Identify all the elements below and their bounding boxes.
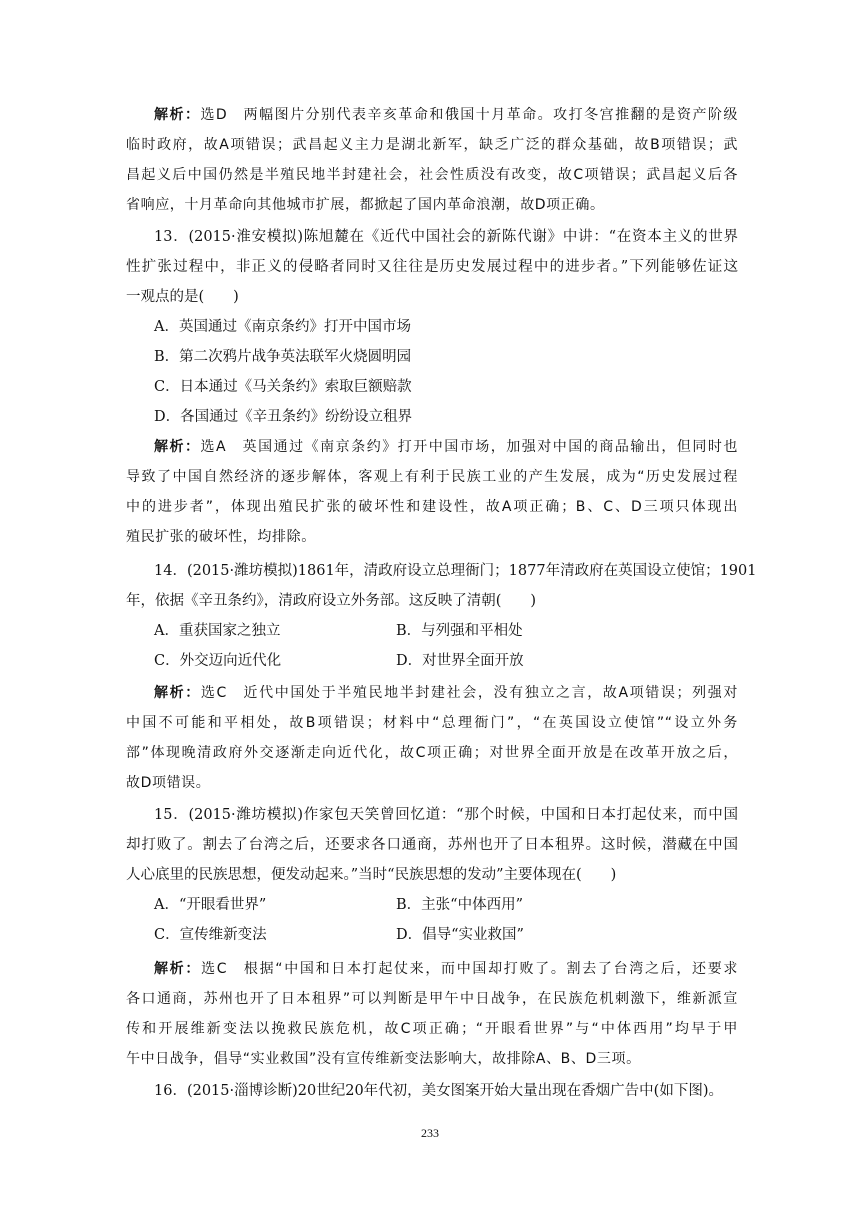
analysis-15 xyxy=(126,954,738,1074)
analysis-line: 导致了中国自然经济的逐步解体，客观上有利于民族工业的产生发展，成为“历史发展过程 xyxy=(126,469,738,485)
option-b: B．第二次鸦片战争英法联军火烧圆明园 xyxy=(154,349,412,365)
question-line: 14．(2015·潍坊模拟)1861年，清政府设立总理衙门；1877年清政府在英国设立使馆；1901 xyxy=(154,563,757,579)
analysis-line: 解析：选D 两幅图片分别代表辛亥革命和俄国十月革命。攻打冬宫推翻的是资产阶级 xyxy=(154,107,738,123)
option-d: D．倡导“实业救国” xyxy=(396,927,524,943)
analysis-label: 解析： xyxy=(154,961,202,977)
option-a: A．重获国家之独立 xyxy=(154,623,281,639)
option-row xyxy=(126,646,738,676)
question-line: 人心底里的民族思想，便发动起来。”当时“民族思想的发动”主要体现在( ) xyxy=(126,867,617,883)
analysis-label: 解析： xyxy=(154,107,201,123)
question-line: 一观点的是( ) xyxy=(126,289,239,305)
option-row xyxy=(126,616,738,646)
option-b: B．主张“中体西用” xyxy=(396,897,523,913)
analysis-line: 昌起义后中国仍然是半殖民地半封建社会，社会性质没有改变，故C项错误；武昌起义后各 xyxy=(126,167,738,183)
analysis-line: 中的进步者”，体现出殖民扩张的破坏性和建设性，故A项正确；B、C、D三项只体现出 xyxy=(126,499,738,515)
question-16 xyxy=(126,1076,738,1106)
analysis-line: 省响应，十月革命向其他城市扩展，都掀起了国内革命浪潮，故D项正确。 xyxy=(126,197,605,213)
option-c: C．外交迈向近代化 xyxy=(154,653,282,669)
question-14 xyxy=(126,556,757,676)
analysis-line: 部”体现晚清政府外交逐渐走向近代化，故C项正确；对世界全面开放是在改革开放之后， xyxy=(126,745,738,761)
question-line: 13．(2015·淮安模拟)陈旭麓在《近代中国社会的新陈代谢》中讲：“在资本主义的世界 xyxy=(154,229,738,245)
analysis-13 xyxy=(126,432,738,552)
option-row xyxy=(126,920,738,950)
analysis-line: 解析：选C 根据“中国和日本打起仗来，而中国却打败了。割去了台湾之后，还要求 xyxy=(154,961,738,977)
analysis-line: 中国不可能和平相处，故B项错误；材料中“总理衙门”，“在英国设立使馆”“设立外务 xyxy=(126,715,738,731)
analysis-line: 解析：选A 英国通过《南京条约》打开中国市场，加强对中国的商品输出，但同时也 xyxy=(154,439,738,455)
analysis-label: 解析： xyxy=(154,439,201,455)
analysis-14 xyxy=(126,678,738,798)
question-line: 年，依据《辛丑条约》，清政府设立外务部。这反映了清朝( ) xyxy=(126,593,537,609)
option-a: A．英国通过《南京条约》打开中国市场 xyxy=(154,319,411,335)
page-number: 233 xyxy=(421,1126,439,1140)
question-line: 16．(2015·淄博诊断)20世纪20年代初，美女图案开始大量出现在香烟广告中(如下图)。 xyxy=(154,1083,723,1099)
analysis-line: 临时政府，故A项错误；武昌起义主力是湖北新军，缺乏广泛的群众基础，故B项错误；武 xyxy=(126,137,738,153)
analysis-label: 解析： xyxy=(154,685,201,701)
option-c: C．日本通过《马关条约》索取巨额赔款 xyxy=(154,379,412,395)
option-c: C．宣传维新变法 xyxy=(154,927,267,943)
question-13 xyxy=(126,222,738,432)
question-line: 性扩张过程中，非正义的侵略者同时又往往是历史发展过程中的进步者。”下列能够佐证这 xyxy=(126,259,738,275)
question-line: 却打败了。割去了台湾之后，还要求各口通商，苏州也开了日本租界。这时候，潜藏在中国 xyxy=(126,837,738,853)
analysis-line: 解析：选C 近代中国处于半殖民地半封建社会，没有独立之言，故A项错误；列强对 xyxy=(154,685,738,701)
analysis-line: 传和开展维新变法以挽救民族危机，故C项正确；“开眼看世界”与“中体西用”均早于甲 xyxy=(126,1021,738,1037)
option-d: D．对世界全面开放 xyxy=(396,653,524,669)
analysis-line: 故D项错误。 xyxy=(126,775,211,791)
option-row xyxy=(126,890,738,920)
analysis-line: 午中日战争，倡导“实业救国”没有宣传维新变法影响大，故排除A、B、D三项。 xyxy=(126,1051,641,1067)
question-line: 15．(2015·潍坊模拟)作家包天笑曾回忆道：“那个时候，中国和日本打起仗来，而中国 xyxy=(154,807,738,823)
option-b: B．与列强和平相处 xyxy=(396,623,523,639)
analysis-line: 各口通商，苏州也开了日本租界”可以判断是甲午中日战争，在民族危机刺激下，维新派宣 xyxy=(126,991,738,1007)
option-d: D．各国通过《辛丑条约》纷纷设立租界 xyxy=(154,409,413,425)
option-a: A．“开眼看世界” xyxy=(154,897,267,913)
analysis-line: 殖民扩张的破坏性，均排除。 xyxy=(126,529,316,545)
question-15 xyxy=(126,800,738,950)
analysis-12 xyxy=(126,100,738,220)
